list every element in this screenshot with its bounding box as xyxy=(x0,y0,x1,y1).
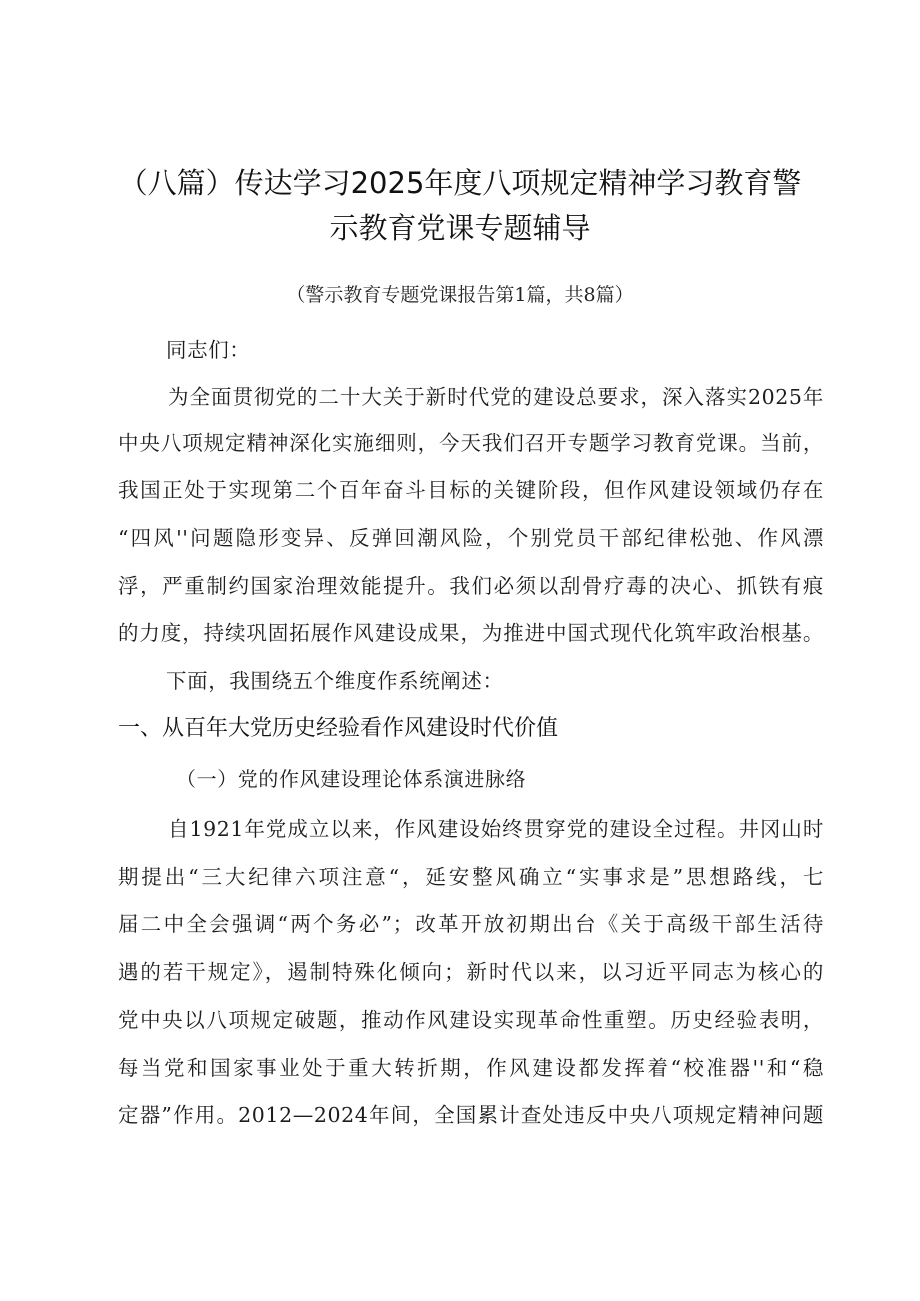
body-paragraph-line: 定器”作用。2012—2024年间，全国累计查处违反中央八项规定精神问题 xyxy=(118,1103,824,1127)
subsection-heading: （一）党的作风建设理论体系演进脉络 xyxy=(176,767,527,791)
intro-paragraph-line: 我国正处于实现第二个百年奋斗目标的关键阶段，但作风建设领域仍存在 xyxy=(118,478,824,502)
transition-text: 下面，我围绕五个维度作系统阐述： xyxy=(166,669,504,693)
intro-paragraph-line: 的力度，持续巩固拓展作风建设成果，为推进中国式现代化筑牢政治根基。 xyxy=(118,621,824,645)
greeting: 同志们： xyxy=(166,338,251,362)
body-paragraph-line: 届二中全会强调“两个务必”；改革开放初期出台《关于高级干部生活待 xyxy=(118,912,824,936)
intro-paragraph-line: 为全面贯彻党的二十大关于新时代党的建设总要求，深入落实2025年 xyxy=(168,385,824,409)
body-paragraph-line: 遇的若干规定》，遏制特殊化倾向；新时代以来，以习近平同志为核心的 xyxy=(118,960,824,984)
intro-paragraph-line: “四风''问题隐形变异、反弹回潮风险，个别党员干部纪律松弛、作风漂 xyxy=(118,526,824,550)
body-paragraph-line: 自1921年党成立以来，作风建设始终贯穿党的建设全过程。井冈山时 xyxy=(168,817,824,841)
section-heading: 一、从百年大党历史经验看作风建设时代价值 xyxy=(118,716,559,741)
document-title-line-1: （八篇）传达学习2025年度八项规定精神学习教育警 xyxy=(118,166,802,200)
document-subtitle: （警示教育专题党课报告第1篇，共8篇） xyxy=(286,284,634,306)
body-paragraph-line: 期提出“三大纪律六项注意“，延安整风确立“实事求是”思想路线，七 xyxy=(118,865,824,889)
body-paragraph-line: 每当党和国家事业处于重大转折期，作风建设都发挥着“校准器''和“稳 xyxy=(118,1056,824,1080)
intro-paragraph-line: 中央八项规定精神深化实施细则，今天我们召开专题学习教育党课。当前， xyxy=(118,431,824,455)
intro-paragraph-line: 浮，严重制约国家治理效能提升。我们必须以刮骨疗毒的决心、抓铁有痕 xyxy=(118,574,824,598)
body-paragraph-line: 党中央以八项规定破题，推动作风建设实现革命性重塑。历史经验表明， xyxy=(118,1008,824,1032)
document-title-line-2: 示教育党课专题辅导 xyxy=(329,211,591,245)
